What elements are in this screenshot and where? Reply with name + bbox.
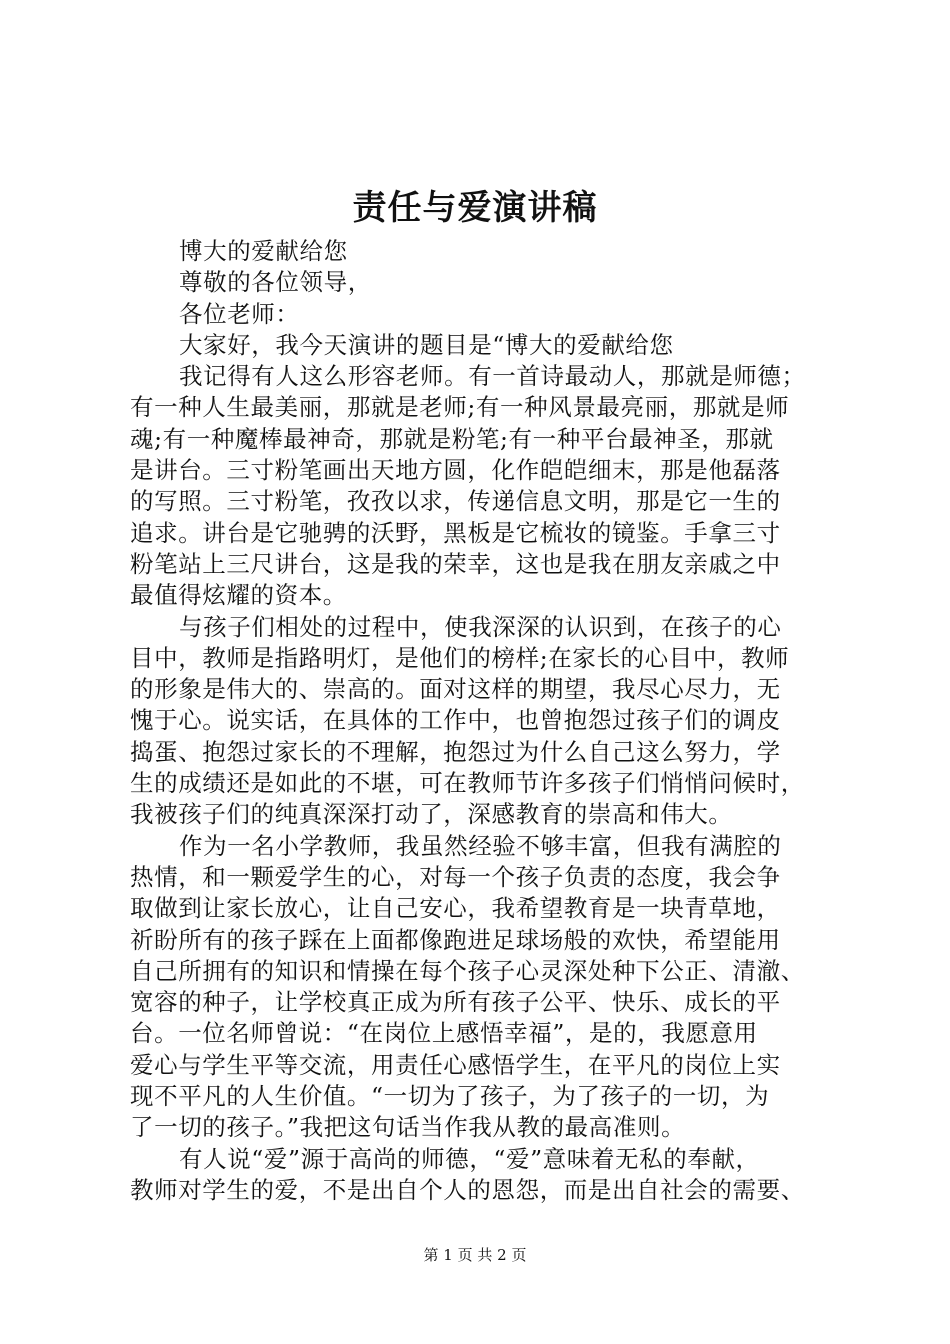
- page-footer: 第 1 页 共 2 页: [423, 1246, 527, 1264]
- body-line: 爱心与学生平等交流，用责任心感悟学生，在平凡的岗位上实: [130, 1050, 781, 1079]
- body-line: 我记得有人这么形容老师。有一首诗最动人，那就是师德；: [179, 362, 806, 391]
- body-line: 自己所拥有的知识和情操在每个孩子心灵深处种下公正、清澈、: [130, 956, 805, 985]
- document-title: 责任与爱演讲稿: [352, 188, 598, 228]
- body-line: 我被孩子们的纯真深深打动了，深感教育的崇高和伟大。: [130, 800, 733, 829]
- body-line: 目中，教师是指路明灯，是他们的榜样;在家长的心目中，教师: [130, 643, 790, 672]
- body-line: 魂;有一种魔棒最神奇，那就是粉笔;有一种平台最神圣，那就: [130, 424, 774, 453]
- body-line: 宽容的种子，让学校真正成为所有孩子公平、快乐、成长的平: [130, 988, 781, 1017]
- body-line: 教师对学生的爱，不是出自个人的恩怨，而是出自社会的需要、: [130, 1175, 805, 1204]
- body-line: 的形象是伟大的、崇高的。面对这样的期望，我尽心尽力，无: [130, 675, 781, 704]
- body-line: 粉笔站上三尺讲台，这是我的荣幸，这也是我在朋友亲戚之中: [130, 549, 781, 578]
- body-line: 愧于心。说实话，在具体的工作中，也曾抱怨过孩子们的调皮: [130, 706, 781, 735]
- body-line: 现不平凡的人生价值。“一切为了孩子，为了孩子的一切，为: [130, 1082, 770, 1111]
- body-line: 作为一名小学教师，我虽然经验不够丰富，但我有满腔的: [179, 831, 782, 860]
- body-line: 台。一位名师曾说：“在岗位上感悟幸福”，是的，我愿意用: [130, 1019, 758, 1048]
- body-line: 尊敬的各位领导，: [179, 268, 372, 297]
- body-line: 取做到让家长放心，让自己安心，我希望教育是一块青草地，: [130, 894, 781, 923]
- body-line: 大家好，我今天演讲的题目是“博大的爱献给您: [179, 330, 674, 359]
- body-line: 了一切的孩子。”我把这句话当作我从教的最高准则。: [130, 1113, 686, 1142]
- body-line: 祈盼所有的孩子踩在上面都像跑进足球场般的欢快，希望能用: [130, 925, 781, 954]
- body-line: 的写照。三寸粉笔，孜孜以求，传递信息文明，那是它一生的: [130, 487, 781, 516]
- body-line: 有人说“爱”源于高尚的师德，“爱”意味着无私的奉献，: [179, 1144, 760, 1173]
- body-line: 追求。讲台是它驰骋的沃野，黑板是它梳妆的镜鉴。手拿三寸: [130, 518, 781, 547]
- body-line: 生的成绩还是如此的不堪，可在教师节许多孩子们悄悄问候时，: [130, 769, 805, 798]
- body-line: 有一种人生最美丽，那就是老师;有一种风景最亮丽，那就是师: [130, 393, 790, 422]
- body-line: 最值得炫耀的资本。: [130, 581, 347, 610]
- body-line: 是讲台。三寸粉笔画出天地方圆，化作皑皑细末，那是他磊落: [130, 456, 781, 485]
- body-line: 博大的爱献给您: [179, 237, 348, 265]
- body-line: 各位老师：: [179, 299, 300, 328]
- body-line: 捣蛋、抱怨过家长的不理解，抱怨过为什么自己这么努力，学: [130, 737, 781, 766]
- body-line: 与孩子们相处的过程中，使我深深的认识到，在孩子的心: [179, 612, 782, 641]
- body-line: 热情，和一颗爱学生的心，对每一个孩子负责的态度，我会争: [130, 862, 781, 891]
- document-body: [130, 236, 840, 1206]
